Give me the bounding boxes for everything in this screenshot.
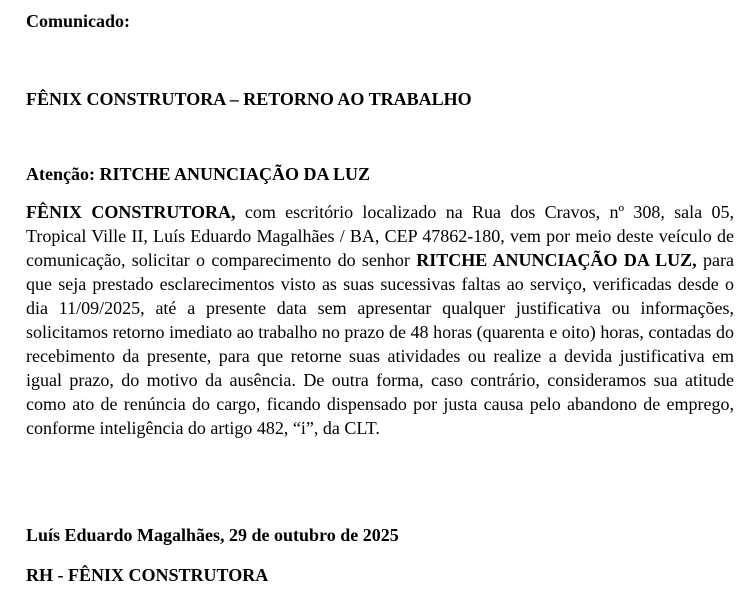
- document-label: Comunicado:: [26, 11, 131, 31]
- body-text-part2: para que seja prestado esclarecimentos visto as suas sucessivas faltas ao serviço, verificadas desde o dia 11/09/2025, até a presente data sem apresentar qualquer justificativa ou informações, solicitamos retorno imediato ao trabalho no prazo de 48 horas (quarenta e oito) horas, contadas do recebimento da presente, para que retorne suas atividades ou realize a devida justificativa em igual prazo, do motivo da ausência. De outra forma, caso contrário, consideramos sua atitude como ato de renúncia do cargo, ficando dispensado por justa causa pelo abandono de emprego, conforme inteligência do artigo 482, “i”, da CLT.: [26, 250, 734, 438]
- signature: RH - FÊNIX CONSTRUTORA: [26, 565, 269, 585]
- company-name: FÊNIX CONSTRUTORA,: [26, 202, 236, 222]
- document-title: FÊNIX CONSTRUTORA – RETORNO AO TRABALHO: [26, 89, 472, 109]
- employee-name: RITCHE ANUNCIAÇÃO DA LUZ,: [416, 250, 697, 270]
- body-paragraph: [26, 200, 734, 440]
- attention-line: Atenção: RITCHE ANUNCIAÇÃO DA LUZ: [26, 164, 371, 184]
- place-date: Luís Eduardo Magalhães, 29 de outubro de 2025: [26, 525, 399, 545]
- body-text-part1: com escritório localizado na Rua dos Cravos, nº 308, sala 05, Tropical Ville II, Luís Eduardo Magalhães / BA, CEP 47862-180, vem por meio deste veículo de comunicação, solicitar o comparecimento do senhor: [26, 202, 734, 270]
